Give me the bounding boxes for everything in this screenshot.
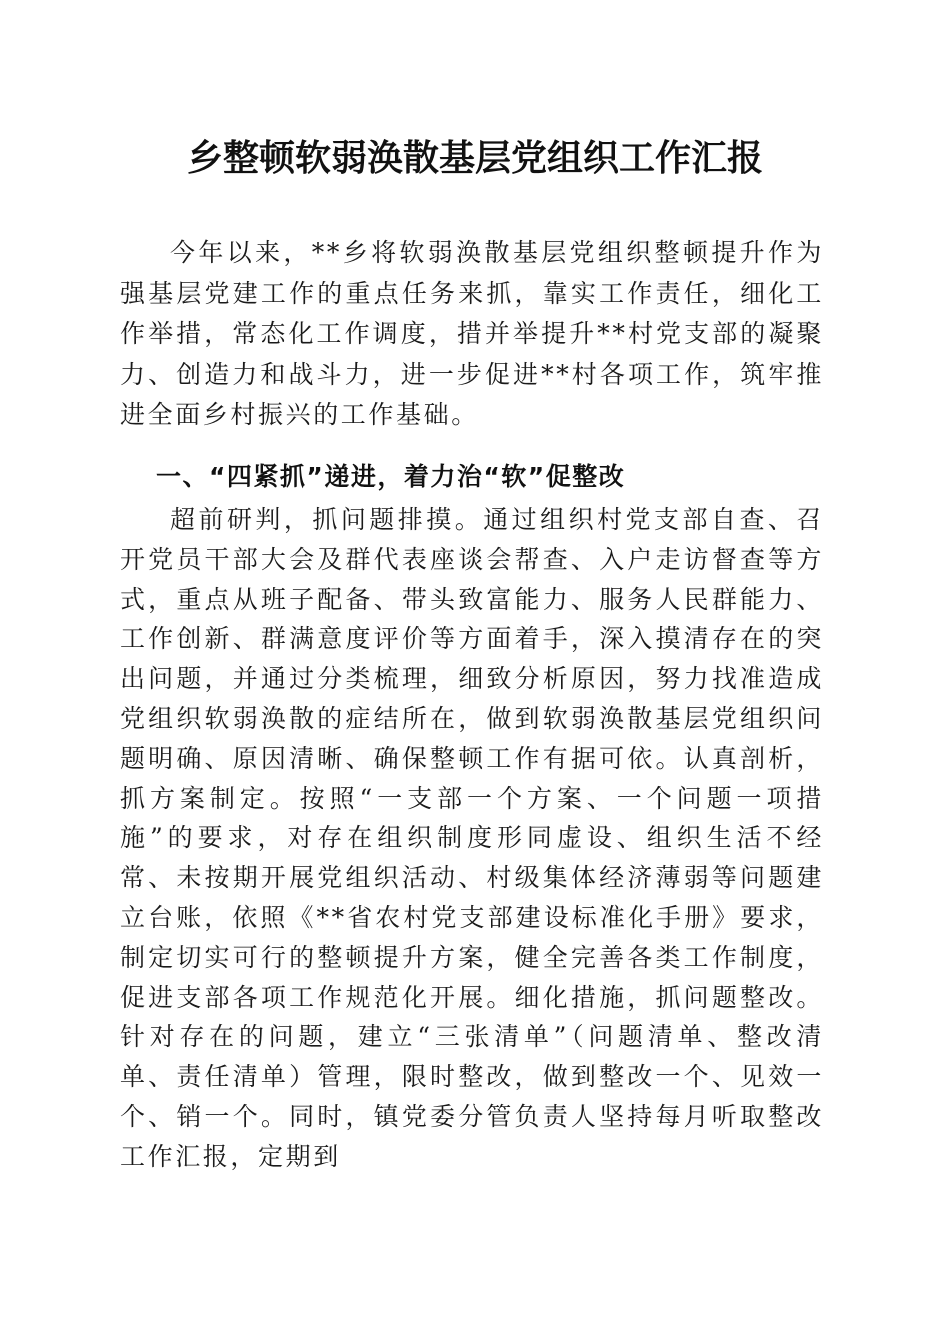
document-title: 乡整顿软弱涣散基层党组织工作汇报 [186,137,763,179]
intro-paragraph: 今年以来，**乡将软弱涣散基层党组织整顿提升作为强基层党建工作的重点任务来抓，靠实工作责任，细化工作举措，常态化工作调度，措并举提升**村党支部的凝聚力、创造力和战斗力，进一步促进**村各项工作，筑牢推进全面乡村振兴的工作基础。 [120,238,824,429]
section-heading: 一、“四紧抓”递进，着力治“软”促整改 [156,462,626,491]
section-paragraph: 超前研判，抓问题排摸。通过组织村党支部自查、召开党员干部大会及群代表座谈会帮查、入户走访督查等方式，重点从班子配备、带头致富能力、服务人民群能力、工作创新、群满意度评价等方面着手，深入摸清存在的突出问题，并通过分类梳理，细致分析原因，努力找准造成党组织软弱涣散的症结所在，做到软弱涣散基层党组织问题明确、原因清晰、确保整顿工作有据可依。认真剖析，抓方案制定。按照“一支部一个方案、一个问题一项措施”的要求，对存在组织制度形同虚设、组织生活不经常、未按期开展党组织活动、村级集体经济薄弱等问题建立台账，依照《**省农村党支部建设标准化手册》要求，制定切实可行的整顿提升方案，健全完善各类工作制度，促进支部各项工作规范化开展。细化措施，抓问题整改。针对存在的问题，建立“三张清单”（问题清单、整改清单、责任清单）管理，限时整改，做到整改一个、见效一个、销一个。同时，镇党委分管负责人坚持每月听取整改工作汇报，定期到 [120,505,824,1171]
